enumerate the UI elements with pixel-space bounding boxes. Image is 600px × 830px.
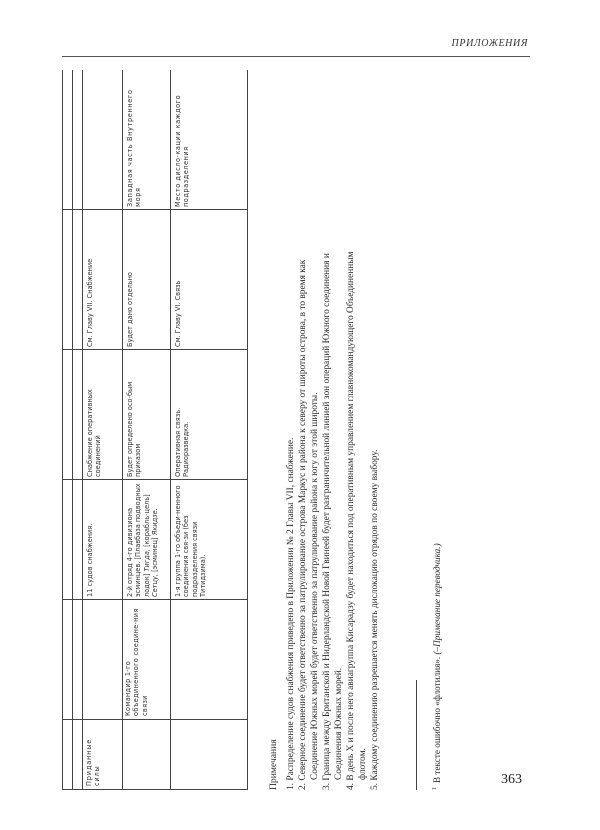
header-rule xyxy=(62,56,530,57)
text: 2-й отряд 4-го дивизиона эсминцев. xyxy=(126,508,143,597)
table-rule xyxy=(62,719,247,720)
ship-name: Якидзе. xyxy=(151,508,160,536)
cell-special-order: Будет определено осо-бым приказом xyxy=(126,381,143,477)
cell-inland-sea: Западная часть Внутреннего моря xyxy=(126,89,143,207)
text: [Плавбаза подводных лодок] xyxy=(134,483,151,597)
page-number: 363 xyxy=(501,772,522,787)
table-rule xyxy=(62,479,247,480)
note-item: 1. Распределение судов снабжения приведено в Приложении № 2 Главы VII, снабжение. xyxy=(286,437,296,790)
table-rule xyxy=(62,209,247,210)
table-rule xyxy=(122,70,123,790)
note-item: Соединения Южных морей. xyxy=(334,667,344,780)
note-item: 5. Каждому соединению разрешается менять дислокацию отрядов по своему выбору. xyxy=(370,449,380,790)
running-head: ПРИЛОЖЕНИЯ xyxy=(451,38,528,49)
cell-location: Место дисло-кации каждого подразделения xyxy=(174,94,191,207)
table-rule xyxy=(72,70,73,790)
table-rule xyxy=(62,789,247,790)
footnote-rule xyxy=(416,680,417,790)
note-item: Соединение Южных морей будет ответственно за патрулирование района к югу от этой широты. xyxy=(310,392,320,780)
note-item: 4. В день X и после него авиагруппа Кисарадзу будет находиться под оперативным управлением главнокомандующего Объединенным xyxy=(346,251,356,790)
footnote-mark: 1 xyxy=(432,787,438,790)
cell-supply-forces: Снабжение оперативных соединений xyxy=(86,389,103,477)
cell-see-chapter-7: См. Главу VII. Снабжение xyxy=(86,258,94,347)
note-item: 2. Северное соединение будет ответственно за патрулирование острова Маркус и района к северу от широты острова, в то время как xyxy=(298,259,308,790)
translator-note: (–Примечание переводчика.) xyxy=(432,543,443,655)
cell-supply-ships: 11 судов снабжения. xyxy=(86,523,94,597)
table-rule xyxy=(247,70,248,790)
rotated-page-content xyxy=(62,70,532,790)
note-item: флотом. xyxy=(358,748,368,780)
row-label-attached-forces: Приданные силы xyxy=(85,738,102,786)
cell-destroyer-unit xyxy=(126,483,160,597)
footnote-text: В тексте ошибочно «флотилия». xyxy=(432,654,443,783)
table-rule xyxy=(170,70,171,790)
table-rule xyxy=(62,599,247,600)
text: [корабль-цель] xyxy=(142,494,151,547)
ship-name: Сетцу, xyxy=(151,574,160,597)
note-item: 3. Граница между Британской и Нидерландской Новой Гвинеей будет разграничительной линией зон операций Южного соединения и xyxy=(322,253,332,790)
ship-name: Тигда, xyxy=(142,549,151,572)
commander-label: Командир 1-го объединенного соедине-ния связи xyxy=(124,608,149,716)
cell-group-1: 1-я группа 1-го объеди-ненного соединения свя-зи (без подразделения связи Титидзима). xyxy=(174,485,208,597)
cell-operational-comms: Оперативная связь. Радиоразведка. xyxy=(174,407,191,477)
table-rule xyxy=(62,349,247,350)
notes-title: Примечания xyxy=(268,739,279,790)
cell-given-separately: Будет дано отдельно xyxy=(126,272,134,347)
text: [эсминец] xyxy=(151,537,160,572)
table-rule xyxy=(62,70,63,790)
table xyxy=(62,70,247,790)
table-rule xyxy=(82,70,83,790)
footnote xyxy=(430,543,443,790)
cell-see-chapter-6: См. Главу VI. Связь xyxy=(174,280,182,347)
